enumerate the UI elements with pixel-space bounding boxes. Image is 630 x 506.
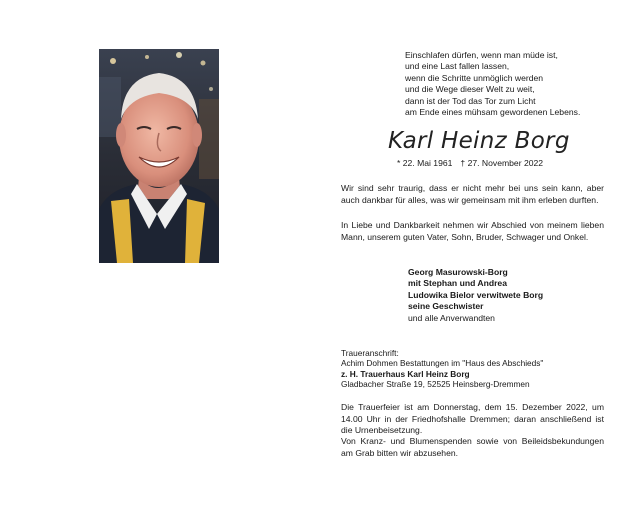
farewell-text: In Liebe und Dankbarkeit nehmen wir Abschied von meinem lieben Mann, unserem guten Vater, Sohn, Bruder, Schwager und Onkel. <box>341 220 604 242</box>
address-line-funeral-home: Achim Dohmen Bestattungen im "Haus des Abschieds" <box>341 358 544 369</box>
poem <box>405 50 605 118</box>
mourning-text: Wir sind sehr traurig, dass er nicht mehr bei uns sein kann, aber auch dankbar für alles, was wir gemeinsam mit ihm erleben durften. <box>341 183 604 205</box>
family-group-relatives <box>408 313 608 324</box>
life-dates <box>397 158 543 168</box>
funeral-service-text: Die Trauerfeier ist am Donnerstag, dem 15. Dezember 2022, um 14.00 Uhr in der Friedhofshalle Dremmen; daran anschließend ist die Urnenbeisetzung. <box>341 402 604 436</box>
death-date: † 27. November 2022 <box>460 158 544 168</box>
address-label: Traueranschrift: <box>341 348 399 358</box>
sibling-name: Ludowika Bielor verwitwete Borg <box>408 290 544 300</box>
donation-note-text: Von Kranz- und Blumenspenden sowie von Beileidsbekundungen am Grab bitten wir abzusehen. <box>341 436 604 458</box>
spouse-name: Georg Masurowski-Borg <box>408 267 508 277</box>
poem-line: am Ende eines mühsam gewordenen Lebens. <box>405 106 581 117</box>
poem-line: dann ist der Tod das Tor zum Licht <box>405 95 536 106</box>
poem-line: und die Wege dieser Welt zu weit, <box>405 84 535 95</box>
condolence-address <box>341 348 611 390</box>
birth-date: * 22. Mai 1961 <box>397 158 453 168</box>
portrait-photo <box>99 49 219 263</box>
address-line-street: Gladbacher Straße 19, 52525 Heinsberg-Dremmen <box>341 379 530 390</box>
family-group-siblings <box>408 290 608 311</box>
family-group-spouse <box>408 267 608 288</box>
deceased-name: Karl Heinz Borg <box>388 128 570 154</box>
poem-line: und eine Last fallen lassen, <box>405 61 510 72</box>
poem-line: Einschlafen dürfen, wenn man müde ist, <box>405 50 558 60</box>
children-names: mit Stephan und Andrea <box>408 277 507 288</box>
relatives-label: und alle Anverwandten <box>408 313 495 323</box>
siblings-label: seine Geschwister <box>408 300 484 311</box>
address-line-attention: z. H. Trauerhaus Karl Heinz Borg <box>341 368 470 379</box>
poem-line: wenn die Schritte unmöglich werden <box>405 72 544 83</box>
